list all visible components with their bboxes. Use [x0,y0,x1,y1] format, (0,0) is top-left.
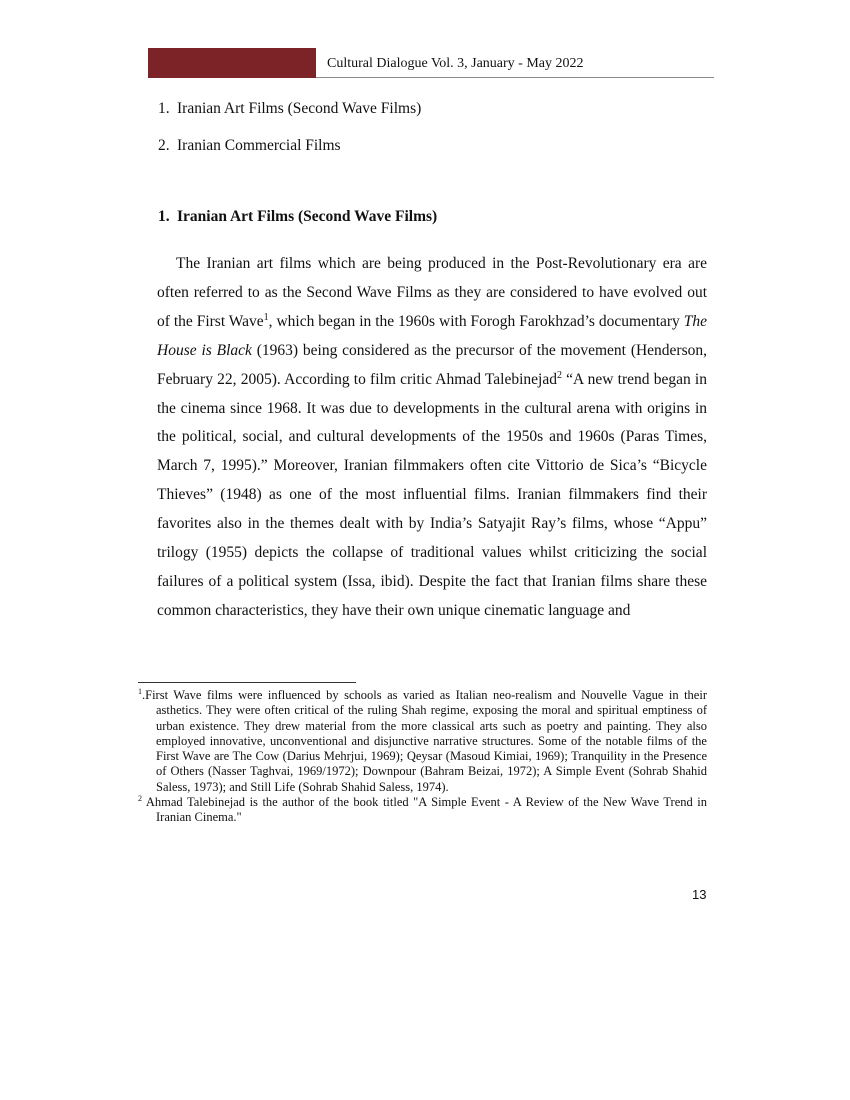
footnote-mark: 2 [138,794,142,804]
footnote-mark: 1 [138,687,142,696]
footnote [138,795,707,826]
footnote-reference: 1 [263,311,269,323]
list-item-label: Iranian Art Films (Second Wave Films) [177,100,422,117]
section-heading [158,208,437,226]
header-accent-bar [148,48,316,78]
text-run: The Iranian art films which are being produced in the Post-Revolutionary era are often referred to as the Second Wave Films as they are considered to have evolved out of the First Wave [157,255,707,330]
body-paragraph [157,250,707,626]
footnote-reference: 2 [556,369,562,381]
film-title: The House is Black [157,312,707,359]
paragraph-text [157,250,707,626]
header-rule [316,77,714,78]
text-run: (1963) being considered as the precursor of the movement (Henderson, February 22, 2005). According to film critic Ahmad Talebinejad [157,341,708,388]
footnote-text: Ahmad Talebinejad is the author of the book titled "A Simple Event - A Review of the New Wave Trend in Iranian Cinema." [145,795,708,825]
footnote-separator [138,682,356,683]
section-list [158,99,421,173]
footnote-text: .First Wave films were influenced by schools as varied as Italian neo-realism and Nouvelle Vague in their asthetics. They were often critical of the ruling Shah regime, exposing the moral and spiritual emptiness of urban existence. They drew material from the more classical arts such as poetry and painting. They also employed innovative, unconventional and disjunctive narrative structures. Some of the notable films of the First Wave are The Cow (Darius Mehrjui, 1969); Qeysar (Masoud Kimiai, 1969); Tranquility in the Presence of Others (Nasser Taghvai, 1969/1972); Downpour (Bahram Beizai, 1972); A Simple Event (Sohrab Shahid Saless, 1973); and Still Life (Sohrab Shahid Saless, 1974). [142,688,707,794]
list-item-number: 2. [158,137,170,154]
list-item [158,99,421,136]
list-item-number: 1. [158,100,170,117]
running-header [148,48,714,78]
journal-title: Cultural Dialogue Vol. 3, January - May 2022 [327,56,584,71]
section-title: Iranian Art Films (Second Wave Films) [177,208,438,225]
footnote [138,688,707,795]
list-item [158,136,421,173]
text-run: , which began in the 1960s with Forogh Farokhzad’s documentary [268,312,680,330]
section-number: 1. [158,208,170,225]
text-run: “A new trend began in the cinema since 1968. It was due to developments in the cultural arena with origins in the political, social, and cultural developments of the 1950s and 1960s (Paras Times, March 7, 1995).” Moreover, Iranian filmmakers often cite Vittorio de Sica’s “Bicycle Thieves” (1948) as one of the most influential films. Iranian filmmakers find their favorites also in the themes dealt with by India’s Satyajit Ray’s films, whose “Appu” trilogy (1955) depicts the collapse of traditional values whilst criticizing the social failures of a political system (Issa, ibid). Despite the fact that Iranian films share these common characteristics, they have their own unique cinematic language and [157,370,707,619]
list-item-label: Iranian Commercial Films [177,137,341,154]
page-number: 13 [692,887,707,902]
footnotes [138,688,707,826]
